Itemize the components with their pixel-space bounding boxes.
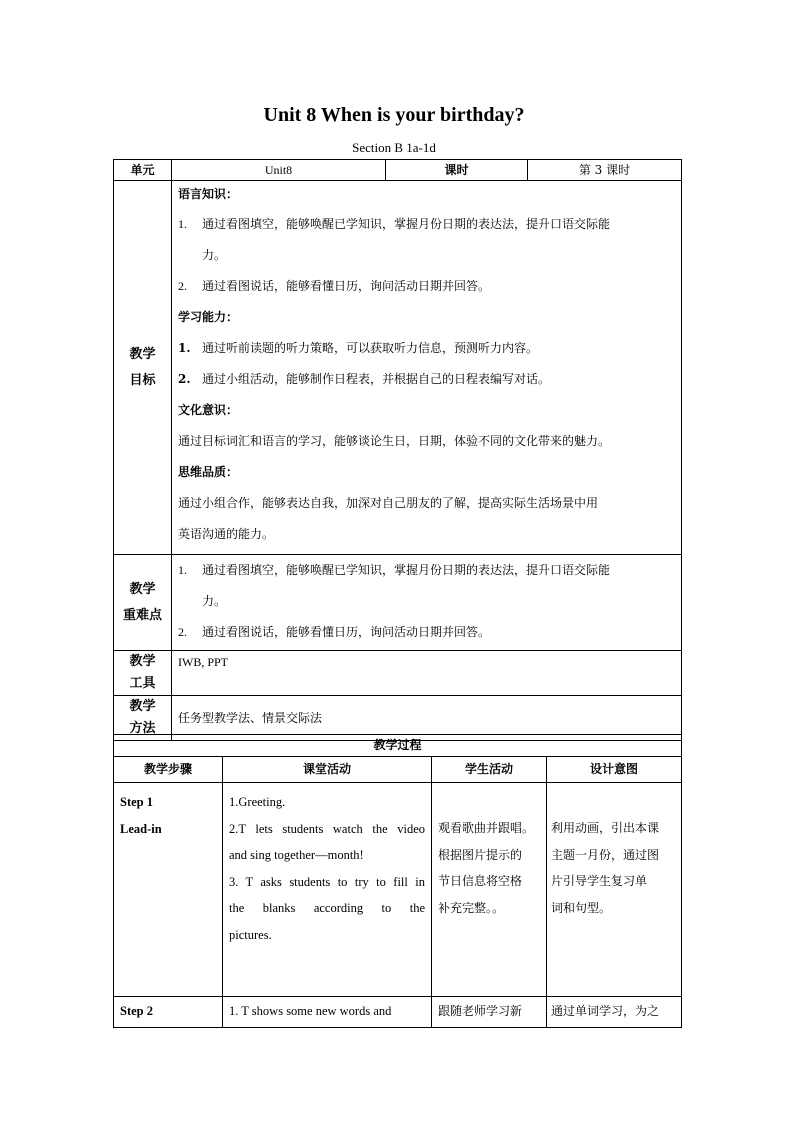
activity-line: 1. T shows some new words and [229,1004,392,1018]
item-text: 通过看图填空，能够唤醒已学知识，掌握月份日期的表达法，提升口语交际能 [202,217,611,231]
process-row-step1 [114,783,682,997]
methods-value: 任务型教学法、情景交际法 [172,696,682,741]
tools-value: IWB, PPT [172,651,682,696]
learning-ability-item-1 [178,333,675,364]
item-number: 1. [178,217,187,231]
lesson-info-table [113,159,682,741]
header-student: 学生活动 [432,757,547,783]
item-text: 通过看图说话，能够看懂日历，询问活动日期并回答。 [202,625,491,639]
student-cell [432,997,547,1028]
item-number: 1. [178,563,187,577]
methods-label-line1: 教学 [129,699,156,714]
key-points-content [172,555,682,651]
period-value: 第 3 课时 [528,160,682,181]
activity-line: 1.Greeting. [229,795,286,809]
process-header-row [114,757,682,783]
objectives-row [114,181,682,555]
intent-line: 主题一月份，通过图 [551,847,660,862]
objectives-label-line2: 目标 [129,372,156,388]
tools-label-line2: 工具 [129,676,156,691]
process-row-step2 [114,997,682,1028]
learning-ability-item-2 [178,364,675,395]
activity-line: and sing together—month! [229,848,364,862]
language-knowledge-title: 语言知识： [178,187,239,201]
activity-cell [223,997,432,1028]
section-subtitle: Section B 1a-1d [352,140,436,155]
step-cell [114,997,223,1028]
thinking-text-line1: 通过小组合作，能够表达自我，加深对自己朋友的了解，提高实际生活场景中用 [178,496,599,510]
process-title: 教学过程 [114,735,682,757]
objectives-label [114,181,172,555]
activity-line: pictures. [229,927,272,942]
header-step: 教学步骤 [114,757,223,783]
activity-line: 3. T asks students to try to fill in [229,874,425,889]
intent-cell [547,997,682,1028]
tools-label-line1: 教学 [129,654,156,669]
process-title-row [114,735,682,757]
unit-row [114,160,682,181]
intent-line: 词和句型。 [551,900,612,915]
step-number: Step 2 [120,1004,153,1018]
step-number: Step 1 [120,795,153,809]
key-points-label-line1: 教学 [129,581,156,597]
period-label: 课时 [386,160,528,181]
student-line: 补充完整。。 [438,900,505,915]
header-activity: 课堂活动 [223,757,432,783]
intent-line: 利用动画，引出本课 [551,821,660,835]
student-line: 节日信息将空格 [438,874,523,888]
step-name: Lead-in [120,821,162,836]
item-text: 通过看图填空，能够唤醒已学知识，掌握月份日期的表达法，提升口语交际能 [202,563,611,577]
item-number: 2. [178,279,187,293]
key-point-item-1 [178,555,675,586]
student-line: 观看歌曲并跟唱。 [438,821,535,835]
activity-cell [223,783,432,997]
intent-cell [547,783,682,997]
student-line: 根据图片提示的 [438,847,523,862]
culture-title: 文化意识： [178,403,239,417]
tools-row [114,651,682,696]
thinking-title: 思维品质： [178,465,239,479]
language-knowledge-item-1-cont: 力。 [202,248,227,262]
teaching-process-table [113,734,682,1028]
student-cell [432,783,547,997]
objectives-label-line1: 教学 [129,346,156,362]
intent-line: 通过单词学习，为之 [551,1004,660,1018]
key-points-row [114,555,682,651]
header-intent: 设计意图 [547,757,682,783]
key-point-item-2 [178,617,675,648]
step-cell [114,783,223,997]
item-text: 通过看图说话，能够看懂日历，询问活动日期并回答。 [202,279,491,293]
key-points-label [114,555,172,651]
activity-line: the blanks according to the [229,901,425,915]
item-text: 通过听前读题的听力策略，可以获取听力信息，预测听力内容。 [202,341,539,355]
unit-label: 单元 [114,160,172,181]
item-text: 通过小组活动，能够制作日程表，并根据自己的日程表编写对话。 [202,372,551,386]
language-knowledge-item-2 [178,271,675,302]
student-line: 跟随老师学习新 [438,1004,523,1018]
learning-ability-title: 学习能力： [178,310,239,324]
methods-label-line2: 方法 [129,721,156,736]
culture-text: 通过目标词汇和语言的学习，能够谈论生日，日期，体验不同的文化带来的魅力。 [178,434,611,448]
item-number: 1. [178,341,191,355]
item-number: 2. [178,372,191,386]
item-number: 2. [178,625,187,639]
tools-label [114,651,172,696]
page-title: Unit 8 When is your birthday? [263,104,525,126]
activity-line: 2.T lets students watch the video [229,821,425,836]
objectives-content [172,181,682,555]
intent-line: 片引导学生复习单 [551,874,648,888]
key-point-item-1-cont: 力。 [202,594,227,608]
key-points-label-line2: 重难点 [122,607,162,623]
thinking-text-line2: 英语沟通的能力。 [178,527,275,541]
language-knowledge-item-1 [178,209,675,240]
unit-value: Unit8 [172,160,386,181]
